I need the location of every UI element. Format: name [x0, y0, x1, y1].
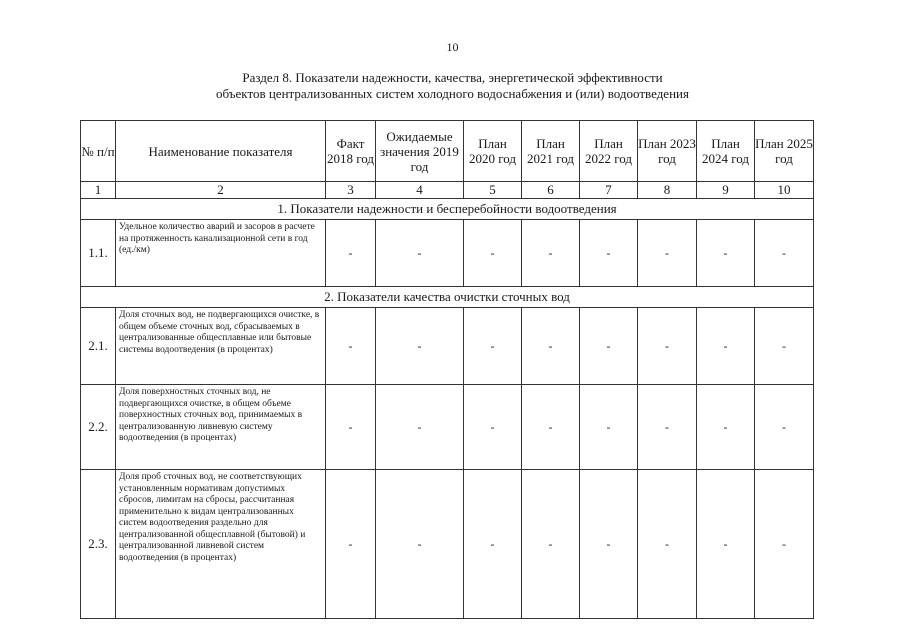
value-cell: -	[697, 470, 755, 619]
table-row	[81, 385, 814, 470]
column-number: 9	[697, 182, 755, 199]
column-number-row	[81, 182, 814, 199]
value-cell: -	[697, 385, 755, 470]
value-cell: -	[376, 470, 464, 619]
value-cell: -	[376, 220, 464, 287]
value-cell: -	[326, 220, 376, 287]
value-cell: -	[464, 385, 522, 470]
value-cell: -	[464, 308, 522, 385]
section-row	[81, 287, 814, 308]
value-cell: -	[376, 385, 464, 470]
indicator-name: Доля проб сточных вод, не соответствующих установленным нормативам допустимых сбросов, лимитам на сбросы, рассчитанная применительно к видам централизованных систем водоотведения раздельно для централизованной общесплавной (бытовой) и централизованной ливневой систем водоотведения (в процентах)	[116, 470, 326, 619]
value-cell: -	[522, 308, 580, 385]
value-cell: -	[638, 220, 697, 287]
value-cell: -	[580, 220, 638, 287]
value-cell: -	[376, 308, 464, 385]
header-cell: План 2023 год	[638, 121, 697, 182]
value-cell: -	[580, 470, 638, 619]
indicator-name: Доля поверхностных сточных вод, не подвергающихся очистке, в общем объеме поверхностных сточных вод, принимаемых в централизованную ливневую систему водоотведения (в процентах)	[116, 385, 326, 470]
value-cell: -	[638, 470, 697, 619]
page-number: 10	[446, 40, 459, 54]
indicator-name: Удельное количество аварий и засоров в расчете на протяженность канализационной сети в год (ед./км)	[116, 220, 326, 287]
table-row	[81, 308, 814, 385]
value-cell: -	[697, 220, 755, 287]
value-cell: -	[580, 308, 638, 385]
header-cell: План 2021 год	[522, 121, 580, 182]
header-cell: План 2024 год	[697, 121, 755, 182]
value-cell: -	[755, 470, 814, 619]
column-number: 1	[81, 182, 116, 199]
indicator-name: Доля сточных вод, не подвергающихся очистке, в общем объеме сточных вод, сбрасываемых в централизованные общесплавные или бытовые системы водоотведения (в процентах)	[116, 308, 326, 385]
header-cell: План 2025 год	[755, 121, 814, 182]
row-number: 2.2.	[81, 385, 116, 470]
column-number: 4	[376, 182, 464, 199]
value-cell: -	[697, 308, 755, 385]
column-number: 7	[580, 182, 638, 199]
header-cell: Факт 2018 год	[326, 121, 376, 182]
value-cell: -	[464, 220, 522, 287]
row-number: 2.1.	[81, 308, 116, 385]
column-number: 8	[638, 182, 697, 199]
value-cell: -	[580, 385, 638, 470]
value-cell: -	[638, 308, 697, 385]
header-cell: План 2022 год	[580, 121, 638, 182]
value-cell: -	[522, 220, 580, 287]
header-cell: План 2020 год	[464, 121, 522, 182]
document-title	[120, 70, 785, 102]
column-number: 6	[522, 182, 580, 199]
table-row	[81, 220, 814, 287]
value-cell: -	[755, 308, 814, 385]
column-number: 5	[464, 182, 522, 199]
value-cell: -	[755, 385, 814, 470]
header-cell: Наименование показателя	[116, 121, 326, 182]
section-row	[81, 199, 814, 220]
column-number: 3	[326, 182, 376, 199]
header-row	[81, 121, 814, 182]
value-cell: -	[326, 308, 376, 385]
row-number: 2.3.	[81, 470, 116, 619]
value-cell: -	[638, 385, 697, 470]
table-row	[81, 470, 814, 619]
header-cell: № п/п	[81, 121, 116, 182]
header-cell: Ожидаемые значения 2019 год	[376, 121, 464, 182]
column-number: 2	[116, 182, 326, 199]
value-cell: -	[464, 470, 522, 619]
indicators-table	[80, 120, 814, 619]
section-title: 2. Показатели качества очистки сточных вод	[81, 287, 814, 308]
value-cell: -	[326, 385, 376, 470]
column-number: 10	[755, 182, 814, 199]
section-title: 1. Показатели надежности и бесперебойности водоотведения	[81, 199, 814, 220]
title-line-1: Раздел 8. Показатели надежности, качества, энергетической эффективности	[242, 70, 663, 85]
row-number: 1.1.	[81, 220, 116, 287]
value-cell: -	[326, 470, 376, 619]
value-cell: -	[755, 220, 814, 287]
title-line-2: объектов централизованных систем холодного водоснабжения и (или) водоотведения	[216, 86, 689, 101]
value-cell: -	[522, 385, 580, 470]
value-cell: -	[522, 470, 580, 619]
